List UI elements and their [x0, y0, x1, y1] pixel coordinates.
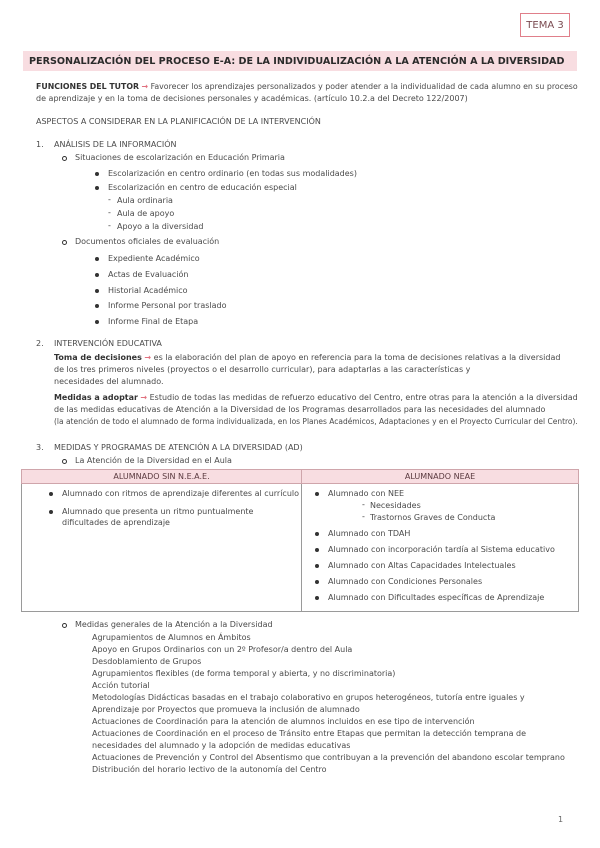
- bullet-icon: [315, 532, 319, 536]
- intro-text-1: Favorecer los aprendizajes personalizados y poder atender a la individualidad de cada alumno en su proceso: [150, 82, 578, 91]
- dash-icon: -: [362, 512, 365, 521]
- general-measure: Agrupamientos de Alumnos en Ámbitos: [92, 633, 251, 642]
- section-3-sub1-title: La Atención de la Diversidad en el Aula: [75, 456, 232, 465]
- measures-label: Medidas a adoptar: [54, 393, 138, 402]
- bullet-icon: [95, 186, 99, 190]
- table-sub-item: Trastornos Graves de Conducta: [370, 513, 496, 522]
- measures-line-3: (la atención de todo el alumnado de forma individualizada, en los Planes Académicos, Adaptaciones y en el Proyecto Curricular del Centro).: [54, 417, 578, 426]
- table-list-item: Alumnado que presenta un ritmo puntualmente: [62, 507, 254, 516]
- table-list-item: Alumnado con TDAH: [328, 529, 411, 538]
- measures-text: Estudio de todas las medidas de refuerzo educativo del Centro, entre otras para la atención a la diversidad: [149, 393, 578, 402]
- list-item: Informe Final de Etapa: [108, 317, 199, 326]
- section-1-sub1-title: Situaciones de escolarización en Educación Primaria: [75, 153, 285, 162]
- measures-line-1: [54, 392, 578, 403]
- section-3-sub2-title: Medidas generales de la Atención a la Diversidad: [75, 620, 273, 629]
- bullet-icon: [95, 273, 99, 277]
- section-3-title: MEDIDAS Y PROGRAMAS DE ATENCIÓN A LA DIVERSIDAD (AD): [54, 443, 303, 452]
- general-measure: Metodologías Didácticas basadas en el trabajo colaborativo en grupos heterogéneos, tutoría entre iguales y: [92, 693, 525, 702]
- table-cell-sin-neae: [22, 484, 302, 612]
- general-measure: Distribución del horario lectivo de la autonomía del Centro: [92, 765, 327, 774]
- general-measure: Actuaciones de Coordinación en el proceso de Tránsito entre Etapas que permitan la detección temprana de: [92, 729, 527, 738]
- section-2-number: 2.: [36, 339, 44, 348]
- sub-list-item: Apoyo a la diversidad: [117, 222, 204, 231]
- decisions-line-2: de los tres primeros niveles (proyectos o el desarrollo curricular), para adaptarlas a las características y: [54, 365, 471, 374]
- table-list-item: Alumnado con Condiciones Personales: [328, 577, 483, 586]
- table-list-item-cont: dificultades de aprendizaje: [62, 518, 170, 527]
- circle-bullet-icon: [62, 240, 67, 245]
- intro-line-1: [36, 81, 578, 92]
- circle-bullet-icon: [62, 156, 67, 161]
- bullet-icon: [95, 289, 99, 293]
- decisions-line-1: [54, 352, 560, 363]
- list-item: Expediente Académico: [108, 254, 200, 263]
- table-header-neae: ALUMNADO NEAE: [302, 470, 579, 484]
- list-item: Historial Académico: [108, 286, 188, 295]
- sub-list-item: Aula de apoyo: [117, 209, 175, 218]
- bullet-icon: [49, 492, 53, 496]
- general-measure: Actuaciones de Prevención y Control del Absentismo que contribuyan a la prevención del abandono escolar temprano: [92, 753, 565, 762]
- list-item: Escolarización en centro de educación especial: [108, 183, 297, 192]
- aspects-heading: ASPECTOS A CONSIDERAR EN LA PLANIFICACIÓN DE LA INTERVENCIÓN: [36, 117, 321, 126]
- list-item: Actas de Evaluación: [108, 270, 189, 279]
- dash-icon: -: [108, 195, 111, 204]
- topic-tag: TEMA 3: [520, 13, 570, 37]
- general-measure: Aprendizaje por Proyectos que promueva la inclusión de alumnado: [92, 705, 360, 714]
- diversity-table: [21, 469, 579, 612]
- decisions-text: es la elaboración del plan de apoyo en referencia para la toma de decisiones relativas a la diversidad: [153, 353, 561, 362]
- table-list-item: Alumnado con NEE: [328, 489, 405, 498]
- circle-bullet-icon: [62, 459, 67, 464]
- bullet-icon: [315, 564, 319, 568]
- table-cell-neae: [302, 484, 579, 612]
- section-1-title: ANÁLISIS DE LA INFORMACIÓN: [54, 140, 177, 149]
- general-measure: Desdoblamiento de Grupos: [92, 657, 202, 666]
- circle-bullet-icon: [62, 623, 67, 628]
- table-header-sin-neae: ALUMNADO SIN N.E.A.E.: [22, 470, 302, 484]
- general-measure: Actuaciones de Coordinación para la atención de alumnos incluidos en ese tipo de intervención: [92, 717, 475, 726]
- sub-list-item: Aula ordinaria: [117, 196, 173, 205]
- arrow-icon: →: [141, 82, 149, 91]
- general-measure: Apoyo en Grupos Ordinarios con un 2º Profesor/a dentro del Aula: [92, 645, 353, 654]
- decisions-line-3: necesidades del alumnado.: [54, 377, 164, 386]
- section-1-sub2-title: Documentos oficiales de evaluación: [75, 237, 220, 246]
- bullet-icon: [95, 172, 99, 176]
- page-title: PERSONALIZACIÓN DEL PROCESO E-A: DE LA INDIVIDUALIZACIÓN A LA ATENCIÓN A LA DIVERSIDAD: [23, 51, 577, 71]
- general-measure: Acción tutorial: [92, 681, 150, 690]
- table-sub-item: Necesidades: [370, 501, 421, 510]
- table-list-item: Alumnado con incorporación tardía al Sistema educativo: [328, 545, 555, 554]
- measures-line-2: de las medidas educativas de Atención a la Diversidad de los Programas desarrollados para las necesidades del alumnado: [54, 405, 546, 414]
- list-item: Informe Personal por traslado: [108, 301, 227, 310]
- section-2-title: INTERVENCIÓN EDUCATIVA: [54, 339, 162, 348]
- arrow-icon: →: [144, 353, 152, 362]
- dash-icon: -: [108, 208, 111, 217]
- bullet-icon: [95, 257, 99, 261]
- section-1-number: 1.: [36, 140, 44, 149]
- bullet-icon: [315, 580, 319, 584]
- intro-line-2: de aprendizaje y en la toma de decisiones personales y académicas. (artículo 10.2.a del Decreto 122/2007): [36, 94, 468, 103]
- table-list-item: Alumnado con ritmos de aprendizaje diferentes al currículo: [62, 489, 300, 498]
- general-measure: necesidades del alumnado y la adopción de medidas educativas: [92, 741, 351, 750]
- decisions-label: Toma de decisiones: [54, 353, 142, 362]
- general-measure: Agrupamientos flexibles (de forma temporal y abierta, y no discriminatoria): [92, 669, 396, 678]
- bullet-icon: [315, 596, 319, 600]
- table-list-item: Alumnado con Altas Capacidades Intelectuales: [328, 561, 516, 570]
- arrow-icon: →: [140, 393, 148, 402]
- dash-icon: -: [108, 221, 111, 230]
- table-list-item: Alumnado con Dificultades específicas de Aprendizaje: [328, 593, 545, 602]
- list-item: Escolarización en centro ordinario (en todas sus modalidades): [108, 169, 357, 178]
- page-number: 1: [558, 815, 564, 824]
- bullet-icon: [95, 320, 99, 324]
- bullet-icon: [49, 510, 53, 514]
- bullet-icon: [315, 492, 319, 496]
- section-3-number: 3.: [36, 443, 44, 452]
- intro-label: FUNCIONES DEL TUTOR: [36, 82, 140, 91]
- bullet-icon: [315, 548, 319, 552]
- bullet-icon: [95, 304, 99, 308]
- dash-icon: -: [362, 500, 365, 509]
